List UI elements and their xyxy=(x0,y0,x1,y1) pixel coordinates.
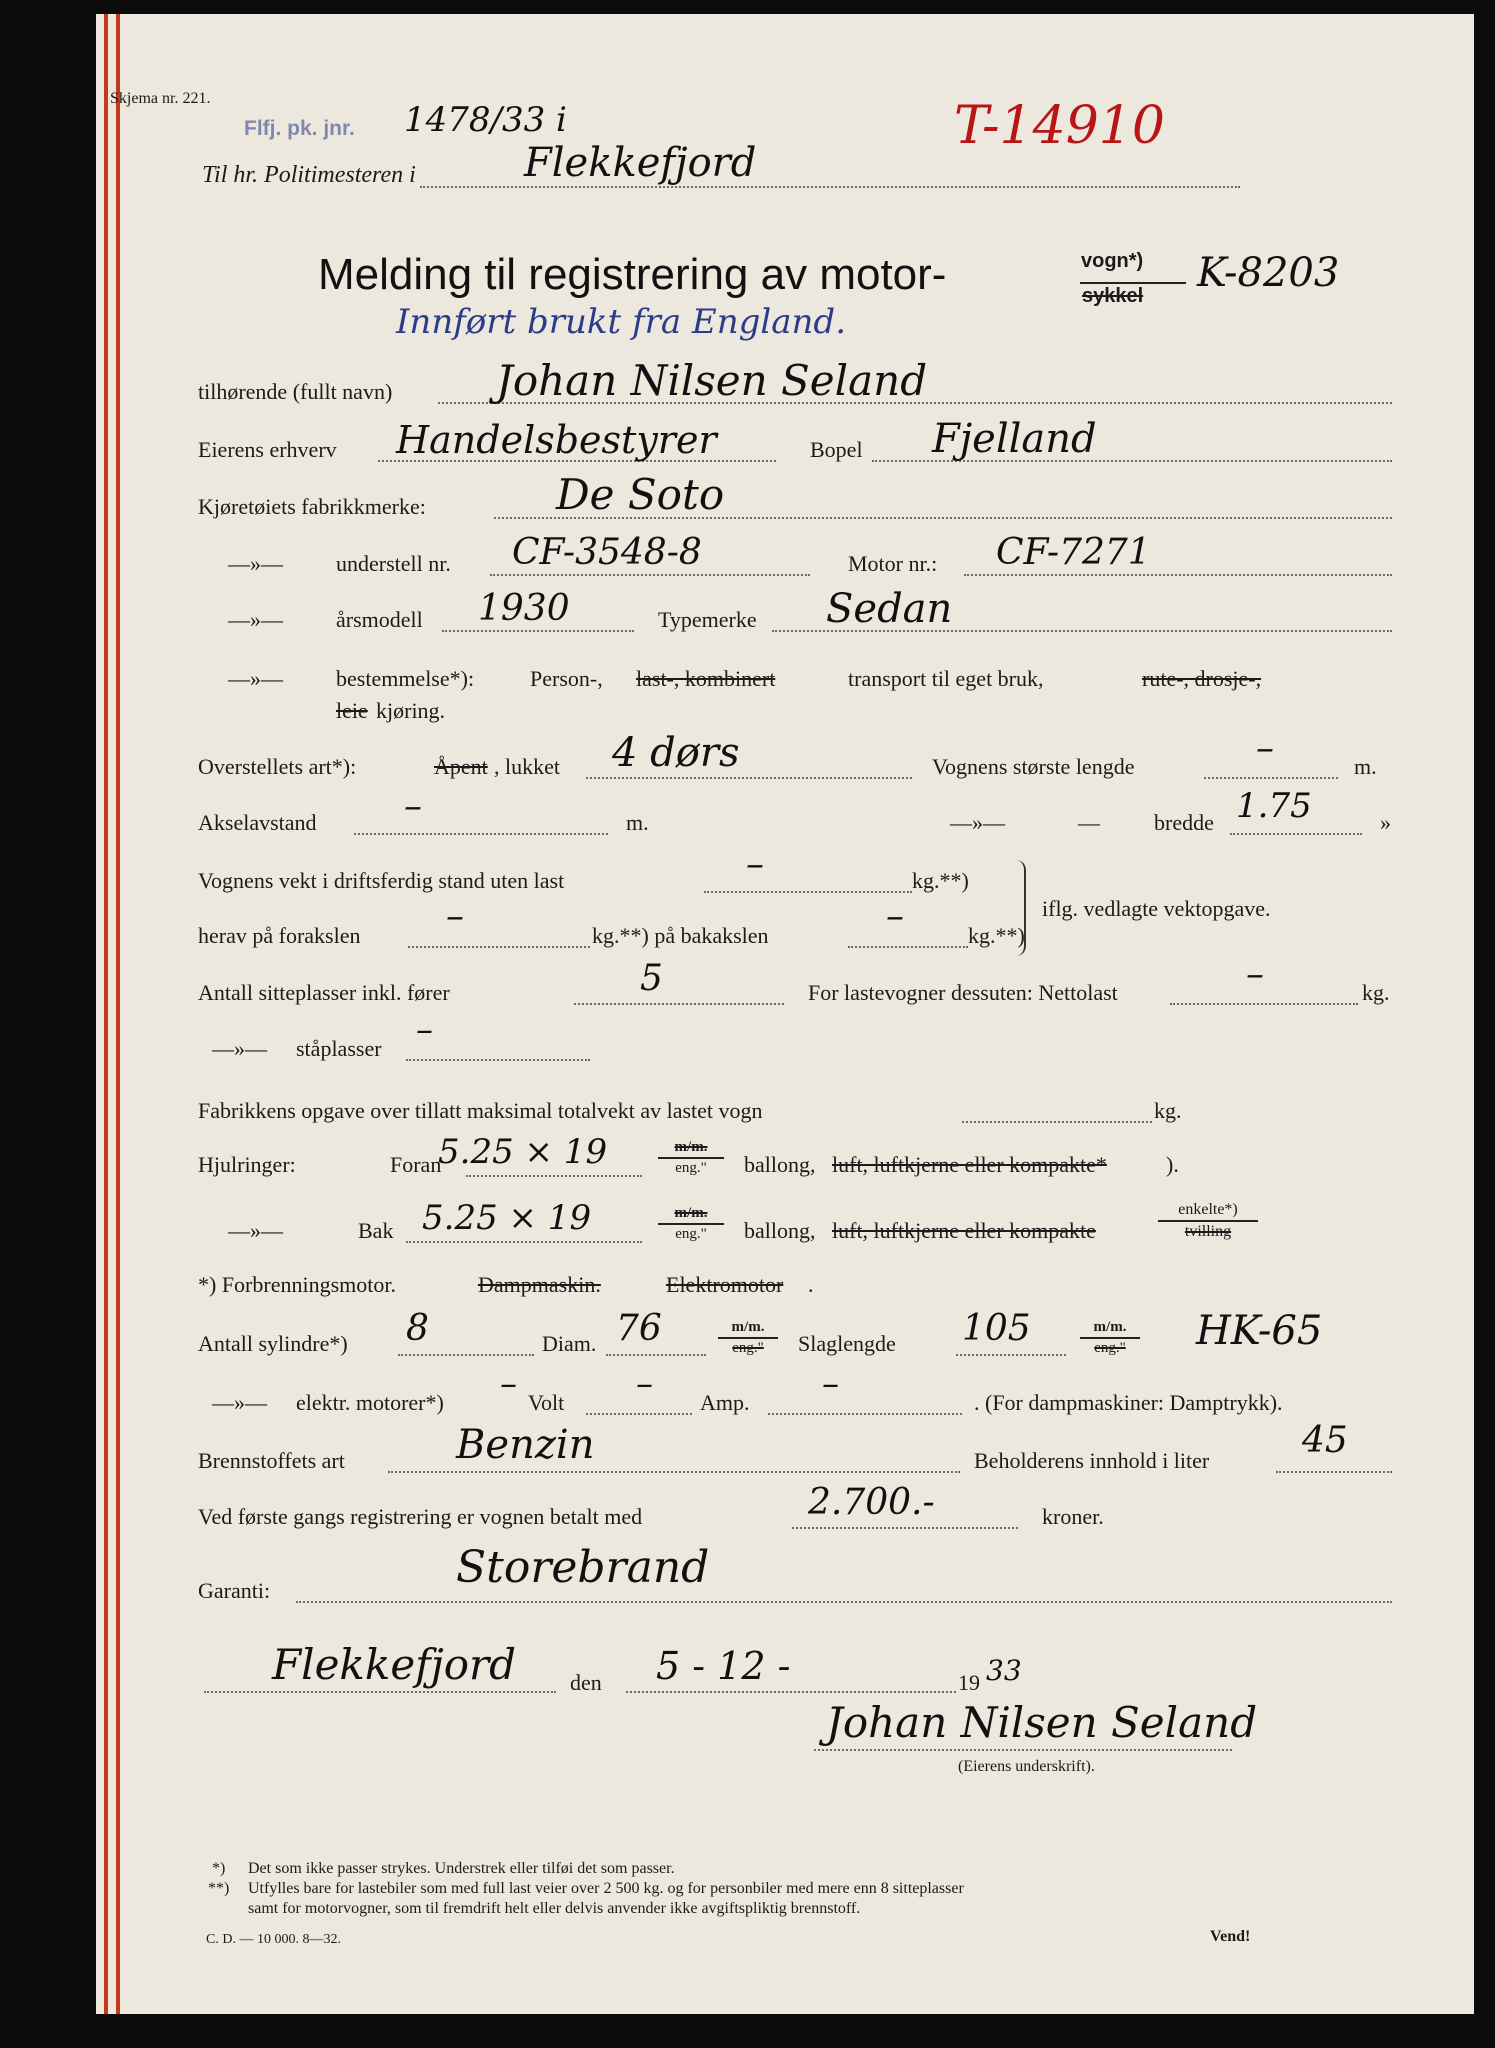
guarantee-label: Garanti: xyxy=(198,1578,271,1603)
footnote-2a: Utfylles bare for lastebiler som med full last veier over 2 500 kg. og for personbiler med mere enn 8 sitteplasser xyxy=(248,1880,964,1897)
footnote-2-mark: **) xyxy=(208,1880,230,1897)
dotted-line xyxy=(442,630,634,632)
seats-label: Antall sitteplasser inkl. fører xyxy=(198,980,450,1005)
dotted-line xyxy=(586,777,912,779)
purpose-label: bestemmelse*): xyxy=(336,666,475,691)
dotted-line xyxy=(1230,833,1362,835)
date-den: den xyxy=(570,1670,602,1695)
frac-eng: eng." xyxy=(675,1226,707,1242)
residence: Fjelland xyxy=(932,416,1097,462)
wheels-label: Hjulringer: xyxy=(198,1152,296,1177)
purpose-end: kjøring. xyxy=(376,698,446,723)
single-option: enkelte*) xyxy=(1158,1202,1258,1222)
dotted-line xyxy=(792,1527,1018,1529)
model-year: 1930 xyxy=(478,588,570,629)
chassis-label: understell nr. xyxy=(336,551,451,576)
paid-amount: 2.700.- xyxy=(808,1482,935,1523)
dotted-line xyxy=(1204,777,1338,779)
wheelbase-value: – xyxy=(404,786,422,827)
owner-name: Johan Nilsen Seland xyxy=(496,356,928,405)
dotted-line xyxy=(1276,1471,1392,1473)
netload-unit: kg. xyxy=(1362,980,1390,1005)
paid-label: Ved første gangs registrering er vognen betalt med xyxy=(198,1504,643,1529)
rear-axle-label: kg.**) på bakakslen xyxy=(592,923,769,948)
length-value: – xyxy=(1256,728,1274,769)
frac-mm: m/m. xyxy=(718,1320,778,1339)
frac-eng: eng." xyxy=(1094,1340,1126,1356)
amp-label: Amp. xyxy=(700,1390,750,1415)
owner-signature: Johan Nilsen Seland xyxy=(826,1698,1258,1747)
weight-value: – xyxy=(746,844,764,885)
rear-tyre-struck: luft, luftkjerne eller kompakte xyxy=(832,1218,1096,1243)
frac-mm: m/m. xyxy=(658,1206,724,1225)
signature-place: Flekkefjord xyxy=(272,1640,517,1689)
dotted-line xyxy=(848,946,968,948)
width-unit: » xyxy=(1380,810,1391,835)
type-label: Typemerke xyxy=(658,607,757,632)
form-number: Skjema nr. 221. xyxy=(110,90,211,107)
electric-engine-struck: Elektromotor xyxy=(666,1272,784,1297)
electric-motors-label: elektr. motorer*) xyxy=(296,1390,444,1415)
stroke-label: Slaglengde xyxy=(798,1331,896,1356)
signature-caption: (Eierens underskrift). xyxy=(958,1758,1095,1775)
front-axle-value: – xyxy=(446,896,464,937)
dotted-line xyxy=(490,574,810,576)
body-closed: , lukket xyxy=(494,754,560,779)
weight-label: Vognens vekt i driftsferdig stand uten last xyxy=(198,868,565,893)
frac-eng: eng." xyxy=(732,1340,764,1356)
purpose-transport: transport til eget bruk, xyxy=(848,666,1044,691)
dotted-line xyxy=(586,1413,692,1415)
registration-number: K-8203 xyxy=(1197,250,1340,296)
dotted-line xyxy=(964,574,1392,576)
dotted-line xyxy=(420,186,1240,188)
dotted-line xyxy=(704,891,912,893)
unit-fraction xyxy=(658,1140,724,1176)
max-weight-label: Fabrikkens opgave over tillatt maksimal totalvekt av lastet vogn xyxy=(198,1098,763,1123)
unit-fraction xyxy=(718,1320,778,1356)
frac-eng: eng." xyxy=(675,1160,707,1176)
dotted-line xyxy=(204,1691,556,1693)
engine-label: *) Forbrenningsmotor. xyxy=(198,1272,396,1297)
ditto-mark: —»— xyxy=(228,551,283,576)
dotted-line xyxy=(406,1241,642,1243)
rear-axle-value: – xyxy=(886,896,904,937)
dotted-line xyxy=(956,1354,1066,1356)
ditto-mark: —»— xyxy=(212,1390,267,1415)
margin-line xyxy=(104,14,108,2014)
length-label: Vognens største lengde xyxy=(932,754,1135,779)
ditto-mark: —»— xyxy=(228,1218,283,1243)
type: Sedan xyxy=(826,586,953,632)
footnote-1-mark: *) xyxy=(212,1860,226,1877)
occupation: Handelsbestyrer xyxy=(396,418,717,462)
chassis-number: CF-3548-8 xyxy=(512,532,702,573)
front-tyre-end: ). xyxy=(1166,1152,1179,1177)
dotted-line xyxy=(768,1413,962,1415)
purpose-rute-struck: rute-, drosje-, xyxy=(1142,666,1262,691)
cylinders-value: 8 xyxy=(406,1308,429,1349)
dotted-line xyxy=(406,1059,590,1061)
body-label: Overstellets art*): xyxy=(198,754,357,779)
journal-stamp: Flfj. pk. jnr. xyxy=(244,117,355,140)
fuel-type: Benzin xyxy=(456,1422,595,1468)
standing-value: – xyxy=(416,1010,433,1050)
dotted-line xyxy=(606,1354,706,1356)
width-label: bredde xyxy=(1154,810,1214,835)
frac-mm: m/m. xyxy=(658,1140,724,1159)
residence-label: Bopel xyxy=(810,437,863,462)
front-wheel-size: 5.25 × 19 xyxy=(438,1132,608,1172)
purpose-leie-struck: leie xyxy=(336,698,368,723)
make: De Soto xyxy=(556,470,725,519)
dotted-line xyxy=(408,946,590,948)
ditto-mark: —»— xyxy=(212,1036,267,1061)
make-label: Kjøretøiets fabrikkmerke: xyxy=(198,494,426,519)
unit-fraction xyxy=(658,1206,724,1242)
year-label: årsmodell xyxy=(336,607,423,632)
title-option-vogn: vogn*) xyxy=(1081,250,1144,272)
ditto-mark: —»— xyxy=(950,810,1005,835)
owner-label: tilhørende (fullt navn) xyxy=(198,379,393,404)
volt-value: – xyxy=(636,1364,653,1404)
recipient-label: Til hr. Politimesteren i xyxy=(202,162,416,188)
weight-unit: kg.**) xyxy=(912,868,969,893)
turn-over: Vend! xyxy=(1210,1928,1251,1945)
guarantee: Storebrand xyxy=(456,1542,710,1593)
body-open-struck: Åpent xyxy=(434,754,488,779)
body-doors: 4 dørs xyxy=(612,730,740,776)
purpose-person: Person-, xyxy=(530,666,603,691)
max-weight-unit: kg. xyxy=(1154,1098,1182,1123)
year-prefix: 19 xyxy=(958,1670,980,1695)
title-divider xyxy=(1080,282,1186,284)
signature-date: 5 - 12 - xyxy=(656,1644,791,1688)
frac-mm: m/m. xyxy=(1080,1320,1140,1339)
dotted-line xyxy=(574,1003,784,1005)
single-twin-fraction xyxy=(1158,1202,1258,1240)
netload-value: – xyxy=(1246,954,1264,995)
dotted-line xyxy=(962,1121,1152,1123)
registration-stamp-number: T-14910 xyxy=(954,96,1165,156)
registration-form xyxy=(96,14,1474,2014)
horsepower: HK-65 xyxy=(1196,1308,1323,1354)
standing-label: ståplasser xyxy=(296,1036,382,1061)
rear-wheel-size: 5.25 × 19 xyxy=(422,1198,592,1238)
diameter-value: 76 xyxy=(616,1308,662,1349)
rear-wheels-label: Bak xyxy=(358,1218,394,1243)
stroke-value: 105 xyxy=(962,1308,1031,1349)
width-value: 1.75 xyxy=(1236,786,1312,826)
balloon-label: ballong, xyxy=(744,1218,816,1243)
print-code: C. D. — 10 000. 8—32. xyxy=(206,1932,341,1947)
signature-year: 33 xyxy=(986,1654,1022,1687)
dotted-line xyxy=(296,1601,1392,1603)
tank-label: Beholderens innhold i liter xyxy=(974,1448,1210,1473)
journal-number: 1478/33 i xyxy=(404,100,567,140)
lorry-netload-label: For lastevogner dessuten: Nettolast xyxy=(808,980,1118,1005)
motor-label: Motor nr.: xyxy=(848,551,938,576)
weight-note: iflg. vedlagte vektopgave. xyxy=(1042,896,1271,921)
paid-unit: kroner. xyxy=(1042,1504,1104,1529)
engine-end: . xyxy=(808,1272,814,1297)
form-title: Melding til registrering av motor- xyxy=(318,250,947,299)
occupation-label: Eierens erhverv xyxy=(198,437,337,462)
tank-value: 45 xyxy=(1302,1420,1348,1461)
dotted-line xyxy=(1170,1003,1358,1005)
dotted-line xyxy=(388,1471,960,1473)
import-note: Innført brukt fra England. xyxy=(396,302,847,342)
front-tyre-struck: luft, luftkjerne eller kompakte* xyxy=(832,1152,1107,1177)
length-unit: m. xyxy=(1354,754,1377,779)
footnote-2b: samt for motorvogner, som til fremdrift helt eller delvis anvender ikke avgiftspliktig brennstoff. xyxy=(248,1900,861,1917)
twin-option: tvilling xyxy=(1184,1223,1232,1240)
electric-motors-value: – xyxy=(500,1364,517,1404)
diameter-label: Diam. xyxy=(542,1331,597,1356)
police-district: Flekkefjord xyxy=(524,140,757,186)
ditto-mark: —»— xyxy=(228,666,283,691)
width-separator: — xyxy=(1078,810,1100,835)
steam-engine-struck: Dampmaskin. xyxy=(478,1272,601,1297)
rear-axle-unit: kg.**) xyxy=(968,923,1025,948)
volt-label: Volt xyxy=(528,1390,565,1415)
front-wheels-label: Foran xyxy=(390,1152,442,1177)
seats-value: 5 xyxy=(640,958,663,999)
motor-number: CF-7271 xyxy=(996,532,1151,573)
balloon-label: ballong, xyxy=(744,1152,816,1177)
wheelbase-unit: m. xyxy=(626,810,649,835)
steam-pressure-label: . (For dampmaskiner: Damptrykk). xyxy=(974,1390,1283,1415)
wheelbase-label: Akselavstand xyxy=(198,810,317,835)
front-axle-label: herav på forakslen xyxy=(198,923,361,948)
footnote-1: Det som ikke passer strykes. Understrek eller tilføi det som passer. xyxy=(248,1860,675,1877)
dotted-line xyxy=(398,1354,534,1356)
purpose-last-struck: last-, kombinert xyxy=(636,666,776,691)
ditto-mark: —»— xyxy=(228,607,283,632)
unit-fraction xyxy=(1080,1320,1140,1356)
dotted-line xyxy=(354,833,608,835)
dotted-line xyxy=(626,1691,956,1693)
fuel-label: Brennstoffets art xyxy=(198,1448,345,1473)
title-option-sykkel: sykkel xyxy=(1082,285,1144,307)
dotted-line xyxy=(466,1175,642,1177)
cylinders-label: Antall sylindre*) xyxy=(198,1331,348,1356)
amp-value: – xyxy=(822,1364,839,1404)
margin-line xyxy=(116,14,120,2014)
dotted-line xyxy=(814,1749,1232,1751)
